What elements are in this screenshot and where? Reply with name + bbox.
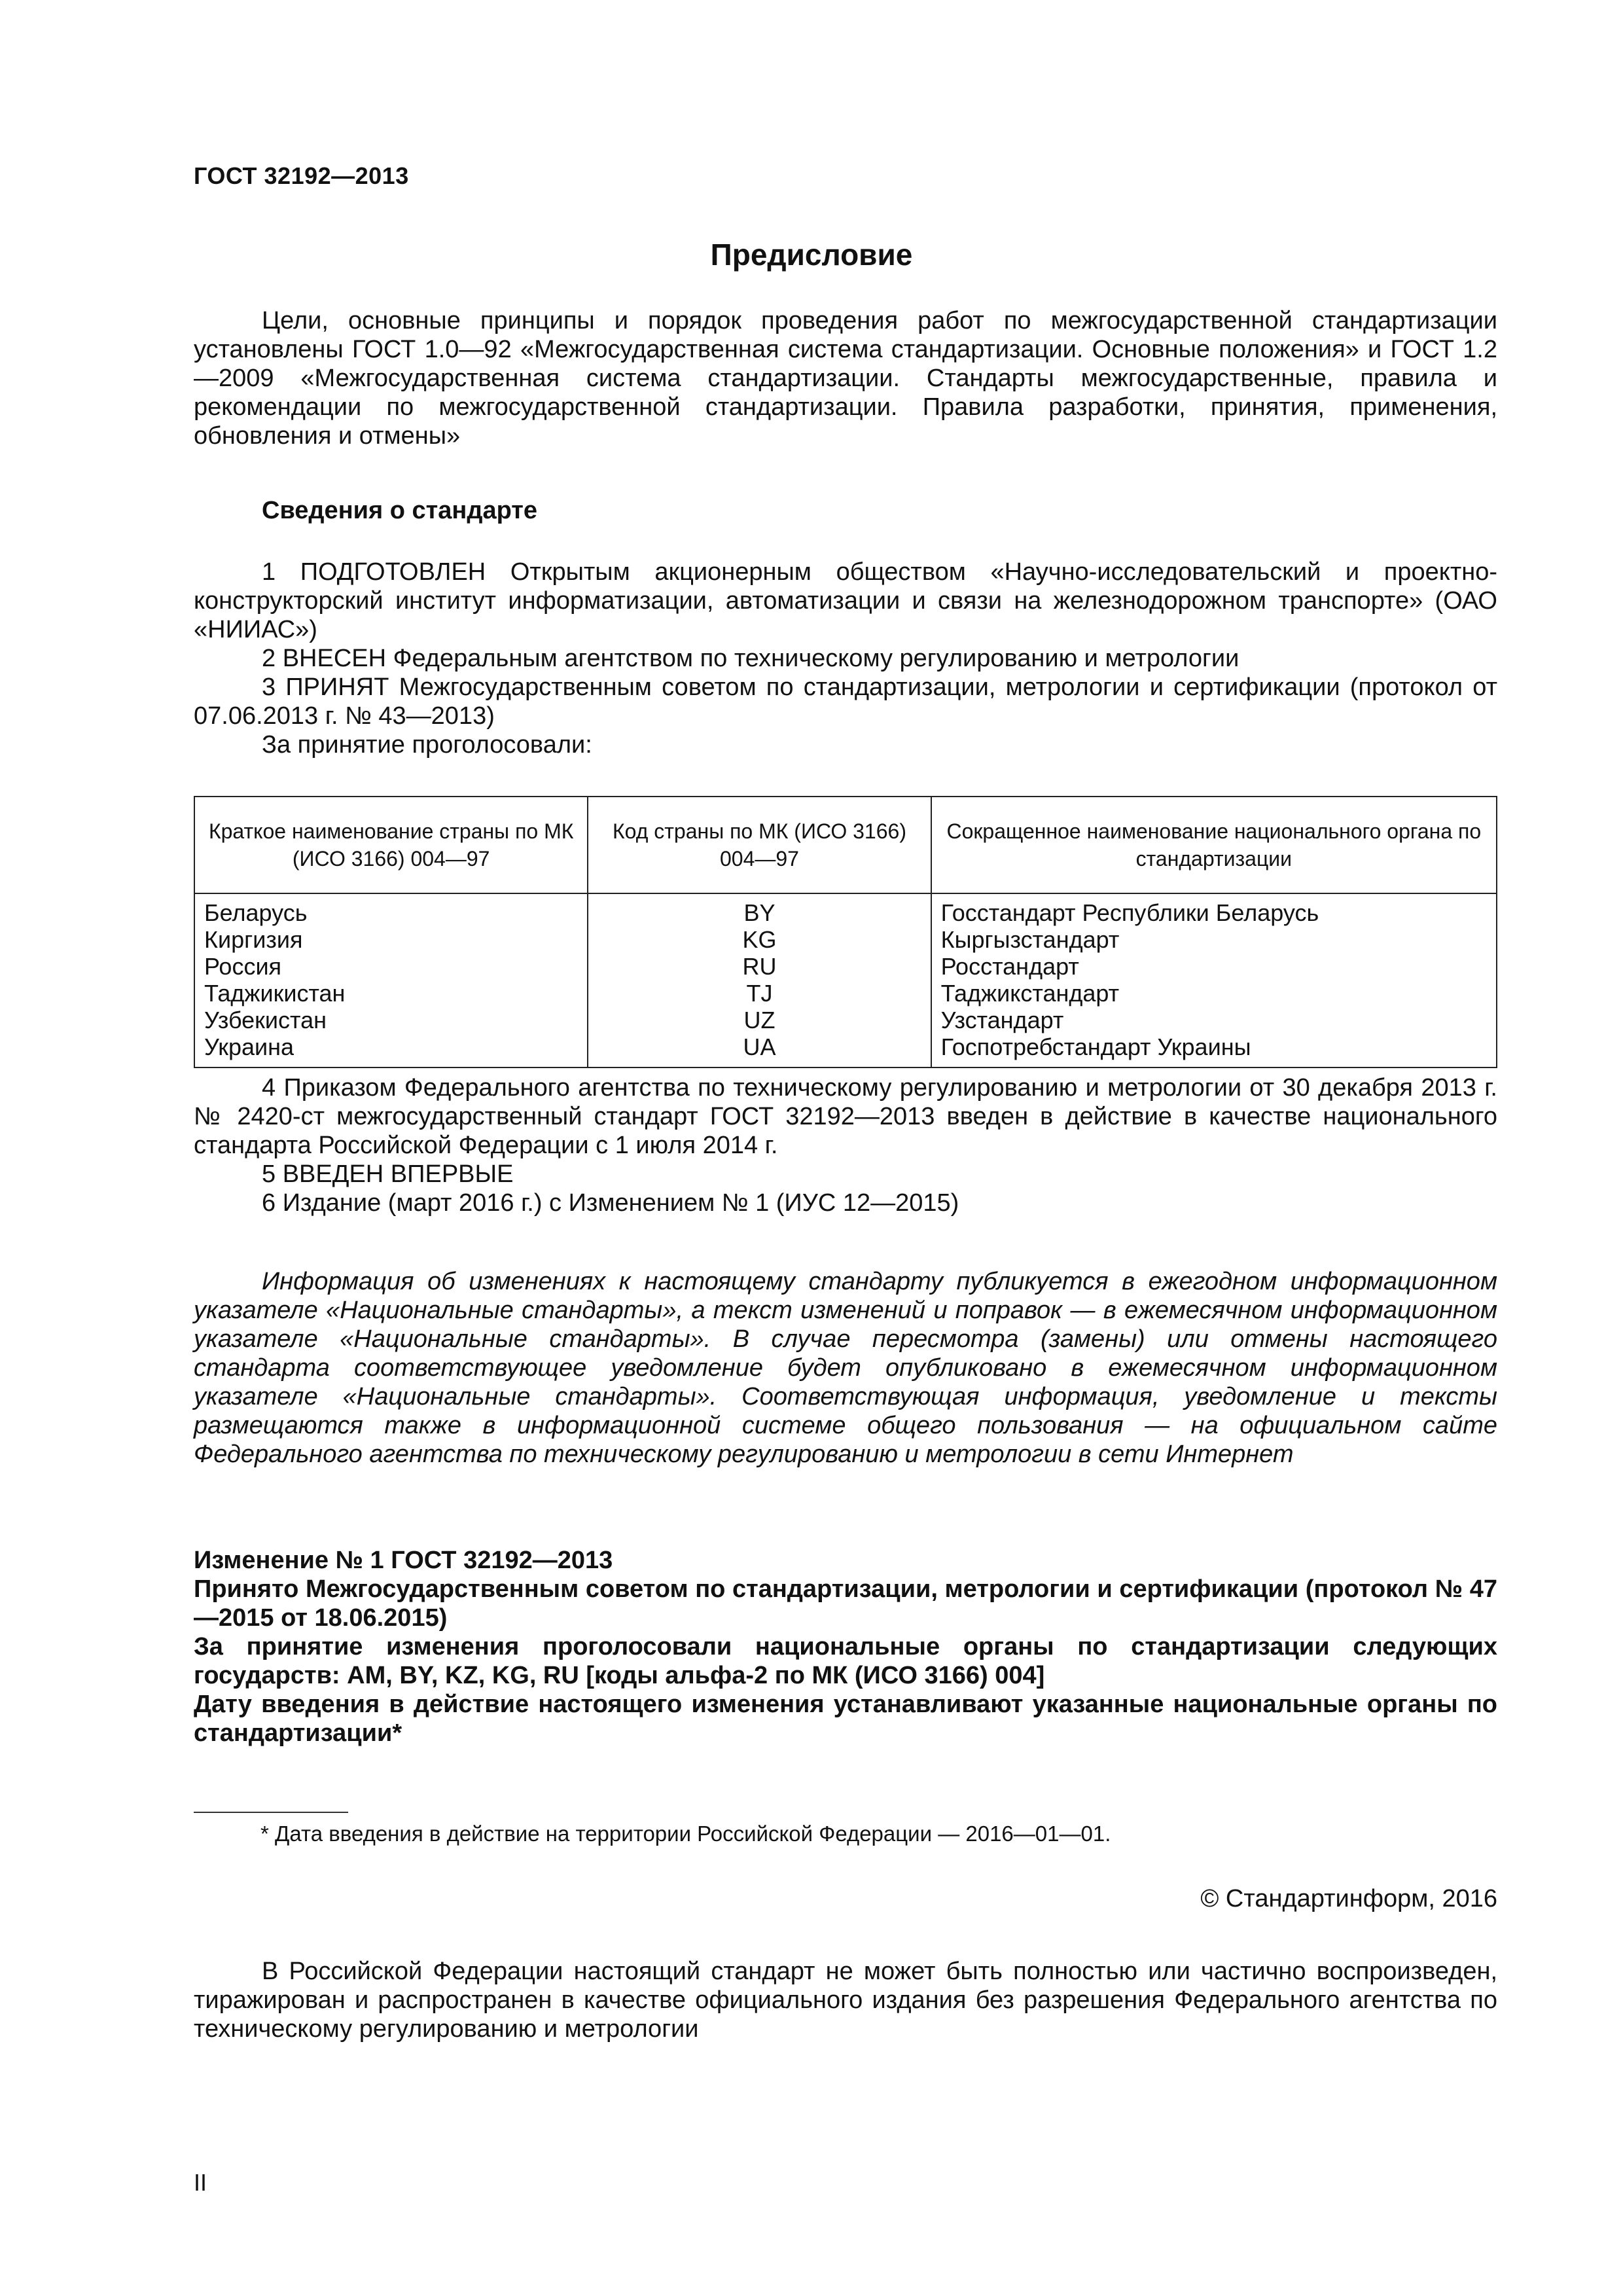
country-cell: Узбекистан bbox=[204, 1007, 327, 1033]
voted-label: За принятие проголосовали: bbox=[262, 731, 592, 759]
organization-cell: Госстандарт Республики Беларусь bbox=[940, 899, 1319, 926]
country-cell: Таджикистан bbox=[204, 980, 346, 1007]
table-body-row bbox=[194, 893, 1497, 1067]
amendment-voted: За принятие изменения проголосовали национальные органы по стандартизации следующих государств: AM, BY, KZ, KG, RU [коды альфа-2 по МК (ИСО 3166) 004] bbox=[194, 1633, 1497, 1689]
intro-section bbox=[194, 306, 1497, 450]
organization-cell: Таджикстандарт bbox=[940, 980, 1120, 1007]
rights-section bbox=[194, 1957, 1497, 2043]
info-heading: Сведения о стандарте bbox=[262, 497, 538, 524]
copyright: © Стандартинформ, 2016 bbox=[1200, 1885, 1497, 1912]
item-5: 5 ВВЕДЕН ВПЕРВЫЕ bbox=[262, 1160, 514, 1188]
code-column bbox=[588, 893, 931, 1067]
info-heading-section bbox=[194, 496, 1497, 525]
standard-info-items-cont bbox=[194, 1073, 1497, 1217]
item-2: 2 ВНЕСЕН Федеральным агентством по техническому регулированию и метрологии bbox=[262, 645, 1240, 672]
amendment-accepted: Принято Межгосударственным советом по стандартизации, метрологии и сертификации (протокол № 47—2015 от 18.06.2015) bbox=[194, 1575, 1497, 1632]
item-1: 1 ПОДГОТОВЛЕН Открытым акционерным обществом «Научно-исследовательский и проектно-конструкторский институт информатизации, автоматизации и связи на железнодорожном транспорте» (ОАО «НИИАС») bbox=[194, 558, 1497, 643]
code-cell: UZ bbox=[743, 1007, 776, 1033]
amendment-date: Дату введения в действие настоящего изменения устанавливают указанные национальные органы по стандартизации* bbox=[194, 1691, 1497, 1747]
table-header-row bbox=[194, 797, 1497, 893]
page-title: Предисловие bbox=[710, 238, 913, 272]
voting-table bbox=[194, 796, 1497, 1068]
organization-cell: Росстандарт bbox=[940, 953, 1079, 980]
country-cell: Беларусь bbox=[204, 899, 308, 926]
amendment-title: Изменение № 1 ГОСТ 32192—2013 bbox=[194, 1547, 613, 1574]
amendment-section bbox=[194, 1546, 1497, 1748]
item-3: 3 ПРИНЯТ Межгосударственным советом по стандартизации, метрологии и сертификации (протокол от 07.06.2013 г. № 43—2013) bbox=[194, 673, 1497, 730]
code-cell: RU bbox=[742, 953, 777, 980]
rights-notice: В Российской Федерации настоящий стандарт не может быть полностью или частично воспроизведен, тиражирован и распространен в качестве официального издания без разрешения Федерального агентства по техническому регулированию и метрологии bbox=[194, 1958, 1497, 2043]
item-6: 6 Издание (март 2016 г.) с Изменением № 1 (ИУС 12—2015) bbox=[262, 1189, 959, 1217]
header-organization: Сокращенное наименование национального органа по стандартизации bbox=[931, 797, 1497, 893]
header-code: Код страны по МК (ИСО 3166) 004—97 bbox=[588, 797, 931, 893]
standard-code-header: ГОСТ 32192—2013 bbox=[194, 162, 409, 189]
country-cell: Украина bbox=[204, 1033, 294, 1060]
organization-cell: Госпотребстандарт Украины bbox=[940, 1033, 1251, 1060]
organization-cell: Кыргызстандарт bbox=[940, 926, 1120, 953]
page-number: II bbox=[194, 2169, 207, 2196]
intro-paragraph: Цели, основные принципы и порядок проведения работ по межгосударственной стандартизации установлены ГОСТ 1.0—92 «Межгосударственная система стандартизации. Основные положения» и ГОСТ 1.2—2009 «Межгосударственная система стандартизации. Стандарты межгосударственные, правила и рекомендации по межгосударственной стандартизации. Правила разработки, принятия, применения, обновления и отмены» bbox=[194, 307, 1497, 450]
info-note: Информация об изменениях к настоящему стандарту публикуется в ежегодном информационном указателе «Национальные стандарты», а текст изменений и поправок — в ежемесячном информационном указателе «Национальные стандарты». В случае пересмотра (замены) или отмены настоящего стандарта соответствующее уведомление будет опубликовано в ежемесячном информационном указателе «Национальные стандарты». Соответствующая информация, уведомление и тексты размещаются также в информационной системе общего пользования — на официальном сайте Федерального агентства по техническому регулированию и метрологии в сети Интернет bbox=[194, 1268, 1497, 1468]
item-4: 4 Приказом Федерального агентства по техническому регулированию и метрологии от 30 декабря 2013 г. № 2420-ст межгосударственный стандарт ГОСТ 32192—2013 введен в действие в качестве национального стандарта Российской Федерации с 1 июля 2014 г. bbox=[194, 1074, 1497, 1159]
country-cell: Киргизия bbox=[204, 926, 303, 953]
organization-cell: Узстандарт bbox=[940, 1007, 1064, 1033]
footnote-divider bbox=[194, 1812, 348, 1813]
country-column bbox=[194, 893, 588, 1067]
code-cell: KG bbox=[742, 926, 777, 953]
code-cell: TJ bbox=[746, 980, 773, 1007]
info-note-section bbox=[194, 1267, 1497, 1469]
code-cell: BY bbox=[743, 899, 776, 926]
standard-info-items bbox=[194, 558, 1497, 759]
header-country: Краткое наименование страны по МК (ИСО 3166) 004—97 bbox=[194, 797, 588, 893]
code-cell: UA bbox=[743, 1033, 776, 1060]
footnote: * Дата введения в действие на территории Российской Федерации — 2016—01—01. bbox=[260, 1821, 1111, 1846]
organization-column bbox=[931, 893, 1497, 1067]
country-cell: Россия bbox=[204, 953, 282, 980]
